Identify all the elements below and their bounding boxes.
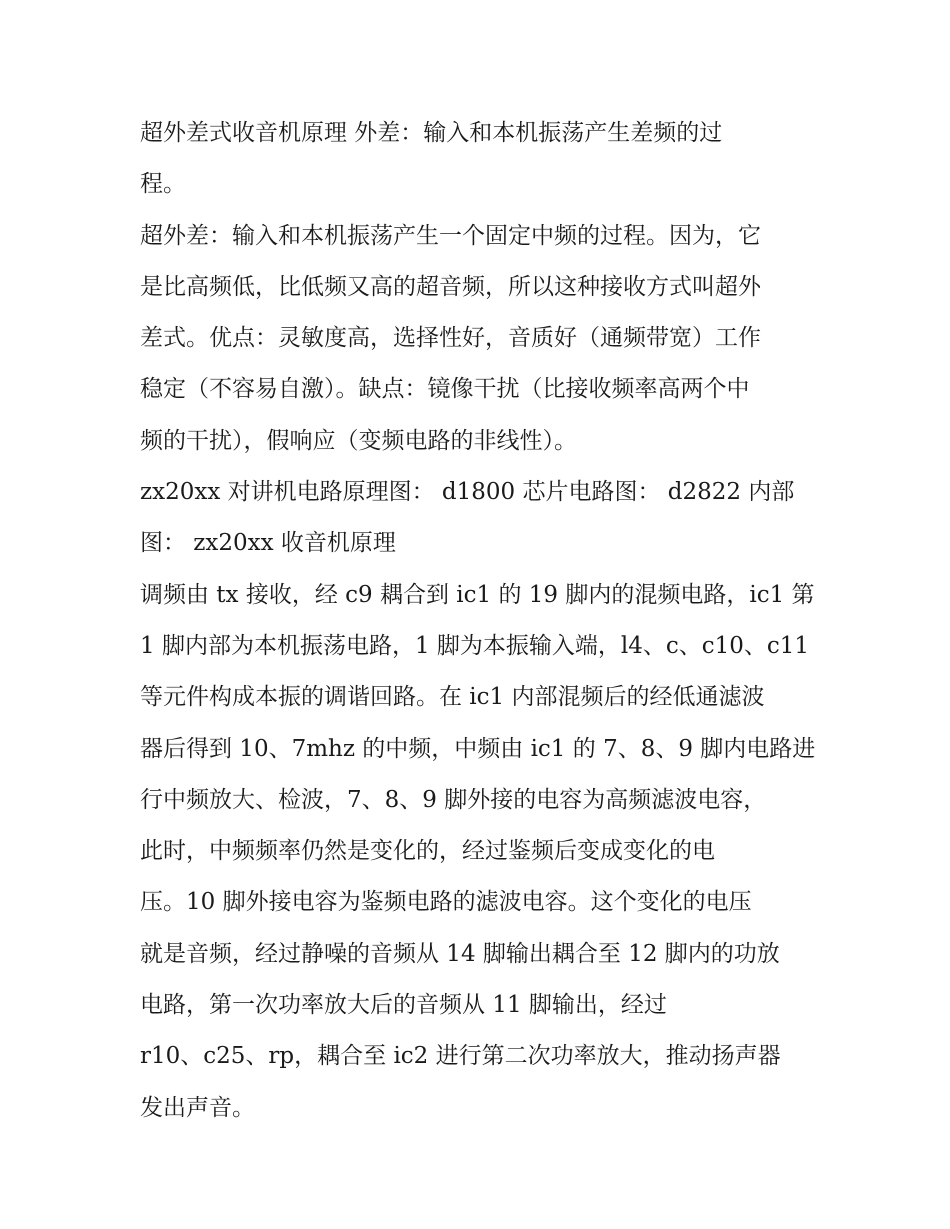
text-line: 差式。优点：灵敏度高，选择性好，音质好（通频带宽）工作 <box>140 325 761 352</box>
text-line: 此时，中频频率仍然是变化的，经过鉴频后变成变化的电 <box>140 838 715 865</box>
text-line: 调频由 tx 接收，经 c9 耦合到 ic1 的 19 脚内的混频电路，ic1 第 <box>140 581 815 608</box>
text-line: 器后得到 10、7mhz 的中频，中频由 ic1 的 7、8、9 脚内电路进 <box>140 735 816 762</box>
text-line: 程。 <box>140 171 186 198</box>
text-line: 超外差式收音机原理 外差：输入和本机振荡产生差频的过 <box>140 120 723 146</box>
text-line: 超外差：输入和本机振荡产生一个固定中频的过程。因为，它 <box>140 222 761 249</box>
text-line: 稳定（不容易自激）。缺点：镜像干扰（比接收频率高两个中 <box>140 376 750 403</box>
text-line: zx20xx 对讲机电路原理图： d1800 芯片电路图： d2822 内部 <box>140 479 795 506</box>
text-line: 频的干扰），假响应（变频电路的非线性）。 <box>140 427 577 454</box>
text-line: 行中频放大、检波，7、8、9 脚外接的电容为高频滤波电容， <box>140 786 767 813</box>
document-page <box>140 108 816 1134</box>
text-line: 电路，第一次功率放大后的音频从 11 脚输出，经过 <box>140 992 667 1019</box>
text-line: r10、c25、rp，耦合至 ic2 进行第二次功率放大，推动扬声器 <box>140 1043 781 1070</box>
text-line: 1 脚内部为本机振荡电路，1 脚为本振输入端，l4、c、c10、c11 <box>140 632 810 659</box>
text-line: 图： zx20xx 收音机原理 <box>140 530 396 557</box>
text-line: 压。10 脚外接电容为鉴频电路的滤波电容。这个变化的电压 <box>140 889 752 916</box>
text-line: 是比高频低，比低频又高的超音频，所以这种接收方式叫超外 <box>140 273 761 300</box>
text-line: 发出声音。 <box>140 1094 255 1121</box>
text-line: 等元件构成本振的调谐回路。在 ic1 内部混频后的经低通滤波 <box>140 684 765 711</box>
text-line: 就是音频，经过静噪的音频从 14 脚输出耦合至 12 脚内的功放 <box>140 940 780 967</box>
